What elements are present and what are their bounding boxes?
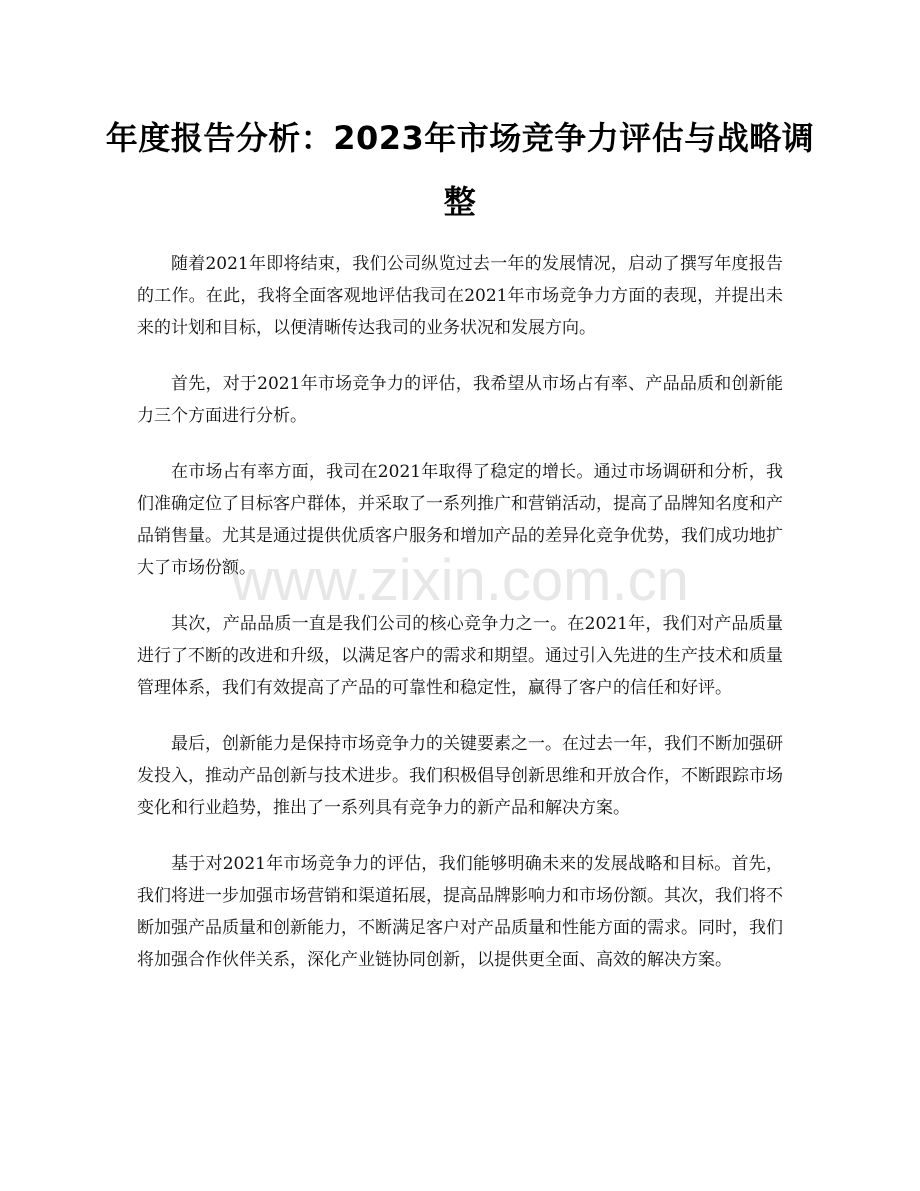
- watermark: www.zixin.com.cn: [231, 548, 689, 613]
- document-body: [137, 248, 783, 1000]
- paragraph-market-share: 在市场占有率方面，我司在2021年取得了稳定的增长。通过市场调研和分析，我们准确定位了目标客户群体，并采取了一系列推广和营销活动，提高了品牌知名度和产品销售量。尤其是通过提供优质客户服务和增加产品的差异化竞争优势，我们成功地扩大了市场份额。: [137, 462, 783, 578]
- paragraph-product-quality: 其次，产品品质一直是我们公司的核心竞争力之一。在2021年，我们对产品质量进行了不断的改进和升级，以满足客户的需求和期望。通过引入先进的生产技术和质量管理体系，我们有效提高了产品的可靠性和稳定性，赢得了客户的信任和好评。: [137, 614, 783, 698]
- paragraph-evaluation-overview: 首先，对于2021年市场竞争力的评估，我希望从市场占有率、产品品质和创新能力三个方面进行分析。: [137, 374, 783, 426]
- paragraph-future-strategy: 基于对2021年市场竞争力的评估，我们能够明确未来的发展战略和目标。首先，我们将进一步加强市场营销和渠道拓展，提高品牌影响力和市场份额。其次，我们将不断加强产品质量和创新能力，不断满足客户对产品质量和性能方面的需求。同时，我们将加强合作伙伴关系，深化产业链协同创新，以提供更全面、高效的解决方案。: [137, 854, 783, 970]
- document-title: 年度报告分析：2023年市场竞争力评估与战略调整: [105, 119, 815, 221]
- paragraph-innovation: 最后，创新能力是保持市场竞争力的关键要素之一。在过去一年，我们不断加强研发投入，推动产品创新与技术进步。我们积极倡导创新思维和开放合作，不断跟踪市场变化和行业趋势，推出了一系列具有竞争力的新产品和解决方案。: [137, 734, 783, 818]
- paragraph-intro: 随着2021年即将结束，我们公司纵览过去一年的发展情况，启动了撰写年度报告的工作。在此，我将全面客观地评估我司在2021年市场竞争力方面的表现，并提出未来的计划和目标，以便清晰传达我司的业务状况和发展方向。: [137, 254, 783, 338]
